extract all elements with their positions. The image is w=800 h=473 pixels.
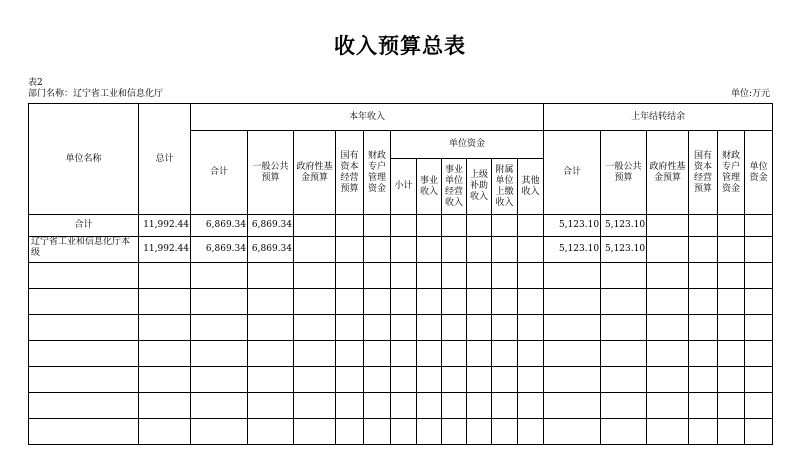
header-affiliate-income: 附属单位上缴收入: [492, 159, 518, 215]
header-other-income: 其他收入: [518, 159, 544, 215]
header-total: 总计: [139, 104, 191, 215]
header-cy-special-fiscal: 财政专户管理资金: [364, 131, 391, 215]
header-cy-total: 合计: [191, 131, 248, 215]
table-row: [29, 289, 773, 315]
header-py-general-budget: 一般公共预算: [601, 131, 647, 215]
header-py-special-fiscal: 财政专户管理资金: [718, 131, 745, 215]
row-cy-total: 6,869.34: [191, 237, 248, 263]
row-name: 合计: [29, 215, 139, 237]
header-current-year-income: 本年收入: [191, 104, 544, 131]
row-py-general: 5,123.10: [601, 215, 647, 237]
row-cy-general: 6,869.34: [248, 215, 294, 237]
header-unit-name: 单位名称: [29, 104, 139, 215]
table-row: [29, 315, 773, 341]
table-number: 表2: [28, 78, 43, 88]
page-title: 收入预算总表: [334, 34, 466, 58]
row-py-total: 5,123.10: [544, 237, 601, 263]
row-cy-total: 6,869.34: [191, 215, 248, 237]
row-name: 辽宁省工业和信息化厅本级: [29, 237, 139, 263]
header-cy-gov-fund-budget: 政府性基金预算: [294, 131, 336, 215]
row-py-general: 5,123.10: [601, 237, 647, 263]
header-prior-year-balance: 上年结转结余: [544, 104, 773, 131]
table-row: [29, 237, 773, 263]
table-row: [29, 367, 773, 393]
header-py-unit-funds: 单位资金: [745, 131, 773, 215]
header-py-state-capital-budget: 国有资本经营预算: [689, 131, 718, 215]
row-py-total: 5,123.10: [544, 215, 601, 237]
table-row: [29, 341, 773, 367]
row-total: 11,992.44: [139, 237, 191, 263]
header-superior-subsidy: 上级补助收入: [467, 159, 492, 215]
header-cy-state-capital-budget: 国有资本经营预算: [336, 131, 364, 215]
header-subtotal: 小计: [391, 159, 417, 215]
table-row: [29, 393, 773, 419]
department-name: 部门名称：辽宁省工业和信息化厅: [28, 89, 164, 99]
header-operating-income: 事业单位经营收入: [442, 159, 467, 215]
header-business-income: 事业收入: [417, 159, 442, 215]
table-row: [29, 419, 773, 445]
header-cy-general-budget: 一般公共预算: [248, 131, 294, 215]
table-row: [29, 215, 773, 237]
row-cy-general: 6,869.34: [248, 237, 294, 263]
header-unit-funds: 单位资金: [391, 131, 544, 159]
row-total: 11,992.44: [139, 215, 191, 237]
income-budget-table: [28, 103, 773, 445]
header-py-gov-fund-budget: 政府性基金预算: [647, 131, 689, 215]
unit-label: 单位:万元: [730, 89, 770, 99]
header-py-total: 合计: [544, 131, 601, 215]
table-row: [29, 263, 773, 289]
